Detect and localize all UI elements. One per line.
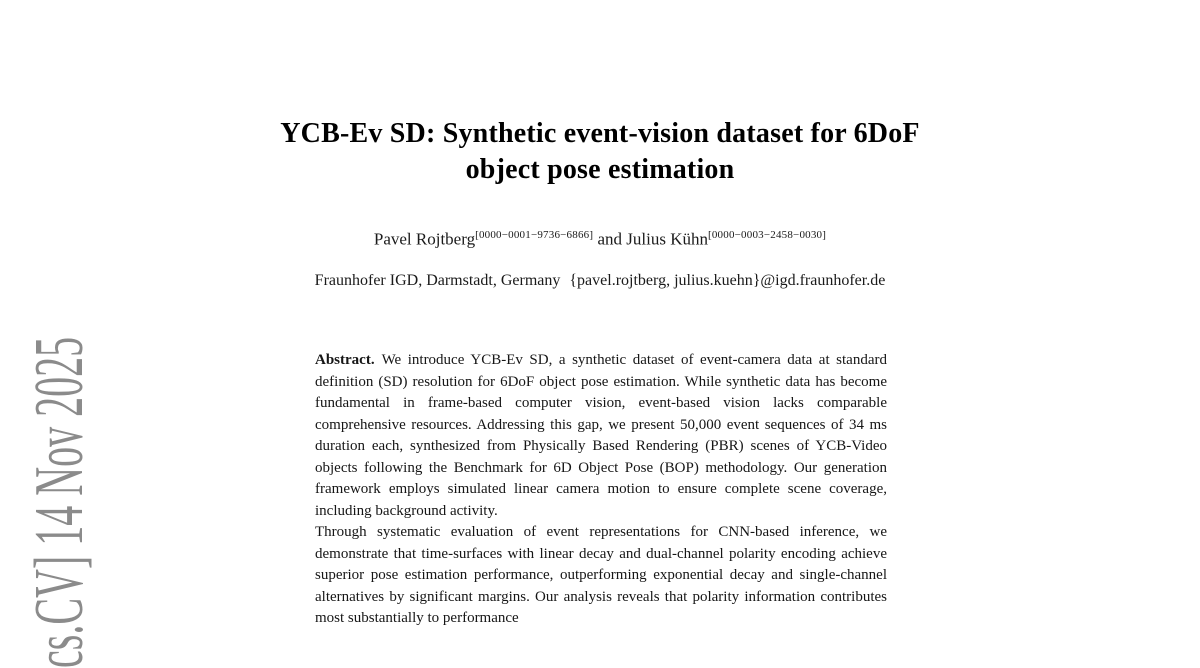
arxiv-stamp: cs.CV] 14 Nov 2025	[18, 336, 98, 668]
paper-title	[0, 116, 1200, 188]
email-text: {pavel.rojtberg, julius.kuehn}@igd.fraunhofer.de	[569, 272, 886, 289]
author-orcid-2: [0000−0003−2458−0030]	[707, 229, 827, 241]
affiliation-line	[0, 270, 1200, 291]
abstract-heading: Abstract.	[315, 352, 375, 368]
paper-title-line1: YCB-Ev SD: Synthetic event-vision dataset for 6DoF	[280, 118, 920, 149]
author-name-1: Pavel Rojtberg	[373, 229, 476, 249]
affiliation-text: Fraunhofer IGD, Darmstadt, Germany	[314, 272, 561, 289]
authors-separator: and	[597, 229, 623, 249]
abstract-paragraph-1	[315, 350, 887, 522]
abstract-paragraph-2: Through systematic evaluation of event representations for CNN-based inference, we demonstrate that time-surfaces with linear decay and dual-channel polarity encoding achieve superior pose estimation performance, outperforming exponential decay and single-channel alternatives by significant margins. Our analysis reveals that polarity information contributes most substantially to performance	[315, 524, 887, 626]
abstract-block	[315, 350, 887, 630]
author-name-2: Julius Kühn	[626, 229, 708, 249]
paper-title-line2: object pose estimation	[465, 154, 735, 185]
author-orcid-1: [0000−0001−9736−6866]	[475, 229, 594, 241]
authors-line	[0, 224, 1200, 251]
abstract-text-1: We introduce YCB-Ev SD, a synthetic dataset of event-camera data at standard definition (SD) resolution for 6DoF object pose estimation. While synthetic data has become fundamental in frame-based computer vision, event-based vision lacks comparable comprehensive resources. Addressing this gap, we present 50,000 event sequences of 34 ms duration each, synthesized from Physically Based Rendering (PBR) scenes of YCB-Video objects following the Benchmark for 6D Object Pose (BOP) methodology. Our generation framework employs simulated linear camera motion to ensure complete scene coverage, including background activity.	[315, 352, 887, 519]
